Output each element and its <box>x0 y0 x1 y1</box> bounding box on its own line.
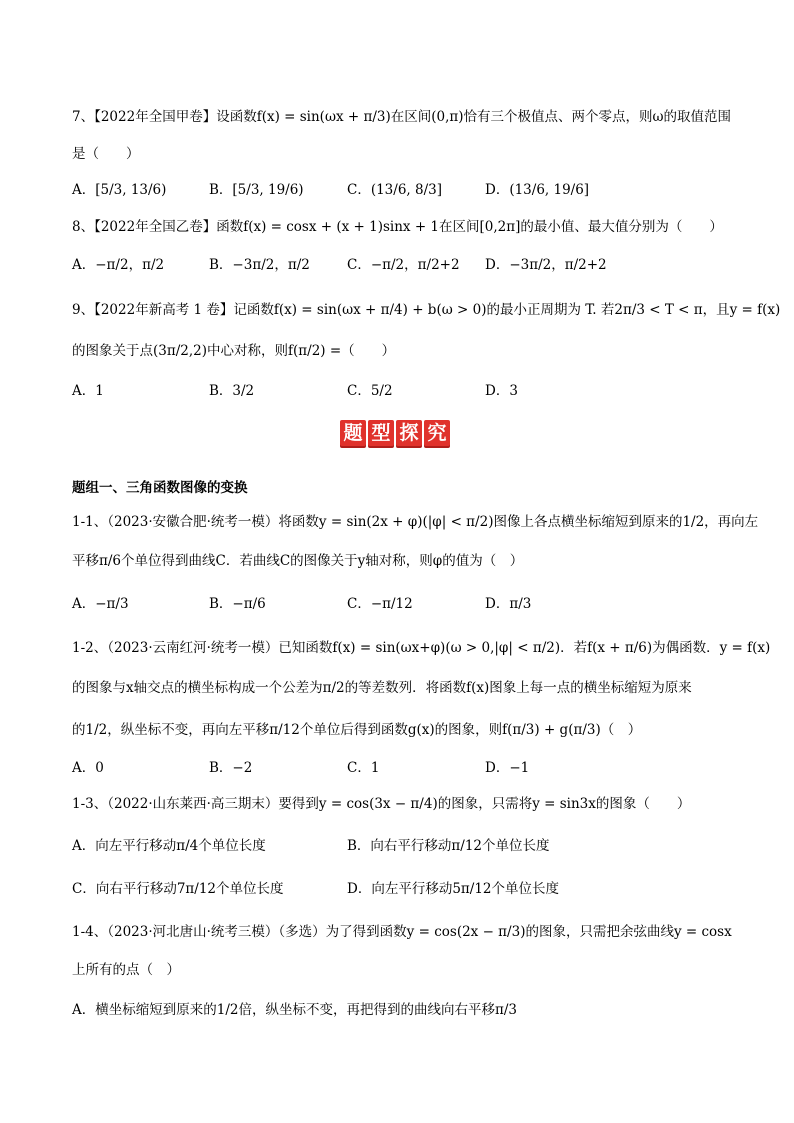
q1-2-option-b: B．−2 <box>209 760 253 776</box>
q9-option-a: A．1 <box>72 383 104 399</box>
q1-1-option-c: C．−π/12 <box>347 596 413 612</box>
q9-stem-line2: 的图象关于点(3π/2,2)中心对称，则f(π/2) =（ ） <box>72 343 396 359</box>
q1-2-option-a: A．0 <box>72 760 104 776</box>
q1-2-option-c: C．1 <box>347 760 380 776</box>
q1-3-option-c: C．向右平行移动7π/12个单位长度 <box>72 881 284 897</box>
q1-2-stem-line2: 的图象与x轴交点的横坐标构成一个公差为π/2的等差数列．将函数f(x)图象上每一点的横坐标缩短为原来 <box>72 680 692 696</box>
q9-option-c: C．5/2 <box>347 383 393 399</box>
q8-option-c: C．−π/2，π/2+2 <box>347 257 460 273</box>
q1-2-option-d: D．−1 <box>485 760 530 776</box>
q7-stem-line2: 是（ ） <box>72 146 140 162</box>
q1-4-stem-line2: 上所有的点（ ） <box>72 962 180 978</box>
q1-3-option-b: B．向右平行移动π/12个单位长度 <box>347 838 550 854</box>
q1-3-option-d: D．向左平行移动5π/12个单位长度 <box>347 881 560 897</box>
q7-option-c: C．(13/6, 8/3] <box>347 182 442 198</box>
q8-stem-line1: 8、【2022年全国乙卷】函数f(x) = cosx + (x + 1)sinx + 1在区间[0,2π]的最小值、最大值分别为（ ） <box>72 219 723 235</box>
q9-option-b: B．3/2 <box>209 383 255 399</box>
q7-option-a: A．[5/3, 13/6) <box>72 182 167 198</box>
q7-option-d: D．(13/6, 19/6] <box>485 182 590 198</box>
section-banner <box>340 420 450 446</box>
q8-option-a: A．−π/2，π/2 <box>72 257 165 273</box>
q1-2-stem-line1: 1-2、（2023·云南红河·统考一模）已知函数f(x) = sin(ωx+φ)(ω > 0,|φ| < π/2)．若f(x + π/6)为偶函数．y = f(x) <box>72 640 771 656</box>
banner-char: 探 <box>396 420 422 446</box>
q1-1-option-a: A．−π/3 <box>72 596 129 612</box>
q8-option-b: B．−3π/2，π/2 <box>209 257 310 273</box>
q1-3-stem-line1: 1-3、（2022·山东莱西·高三期末）要得到y = cos(3x − π/4)的图象，只需将y = sin3x的图象（ ） <box>72 796 691 812</box>
q1-1-stem-line2: 平移π/6个单位得到曲线C．若曲线C的图像关于y轴对称，则φ的值为（ ） <box>72 553 524 569</box>
banner-char: 究 <box>424 420 450 446</box>
q1-4-stem-line1: 1-4、（2023·河北唐山·统考三模）（多选）为了得到函数y = cos(2x − π/3)的图象，只需把余弦曲线y = cosx <box>72 924 732 940</box>
banner-char: 题 <box>340 420 366 446</box>
q1-2-stem-line3: 的1/2，纵坐标不变，再向左平移π/12个单位后得到函数g(x)的图象，则f(π/3) + g(π/3)（ ） <box>72 722 642 738</box>
q8-option-d: D．−3π/2，π/2+2 <box>485 257 607 273</box>
q1-4-option-a: A．横坐标缩短到原来的1/2倍，纵坐标不变，再把得到的曲线向右平移π/3 <box>72 1002 517 1018</box>
q1-3-option-a: A．向左平行移动π/4个单位长度 <box>72 838 266 854</box>
q9-option-d: D．3 <box>485 383 518 399</box>
q1-1-option-d: D．π/3 <box>485 596 532 612</box>
q7-stem-line1: 7、【2022年全国甲卷】设函数f(x) = sin(ωx + π/3)在区间(0,π)恰有三个极值点、两个零点，则ω的取值范围 <box>72 109 732 125</box>
group-title: 题组一、三角函数图像的变换 <box>72 480 248 496</box>
banner-char: 型 <box>368 420 394 446</box>
q1-1-option-b: B．−π/6 <box>209 596 266 612</box>
q1-1-stem-line1: 1-1、（2023·安徽合肥·统考一模）将函数y = sin(2x + φ)(|φ| < π/2)图像上各点横坐标缩短到原来的1/2，再向左 <box>72 514 759 530</box>
q7-option-b: B．[5/3, 19/6) <box>209 182 304 198</box>
q9-stem-line1: 9、【2022年新高考 1 卷】记函数f(x) = sin(ωx + π/4) + b(ω > 0)的最小正周期为 T. 若2π/3 < T < π，且y = f(x) <box>72 302 781 318</box>
